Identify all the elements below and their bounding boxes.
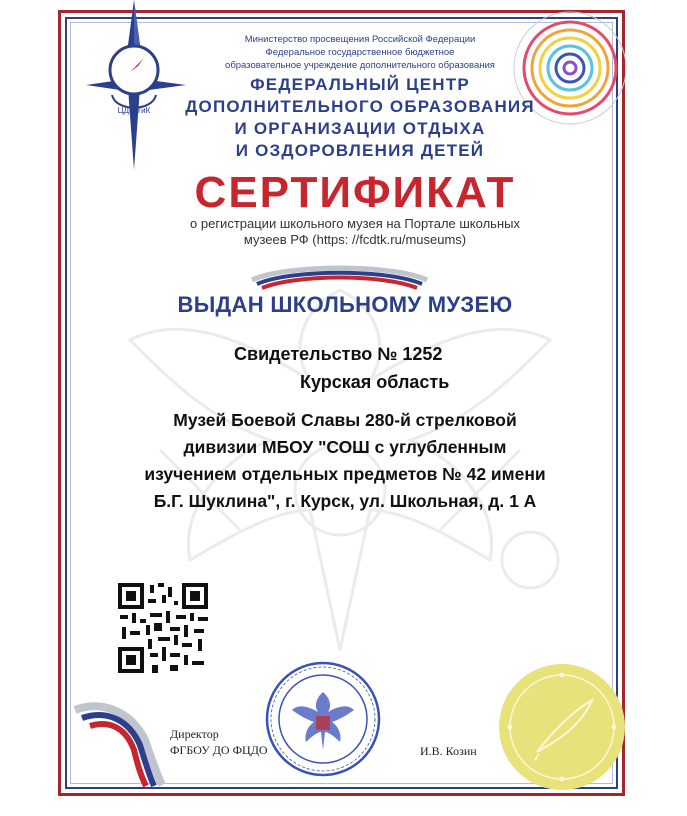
ministry-text <box>195 33 525 72</box>
center-name-line-3: И ОРГАНИЗАЦИИ ОТДЫХА <box>234 119 486 138</box>
flag-swoosh-icon <box>70 700 165 790</box>
center-name-line-4: И ОЗДОРОВЛЕНИЯ ДЕТЕЙ <box>235 141 485 160</box>
center-name <box>160 74 560 162</box>
logo-text: ЦДЮТиК <box>117 106 151 115</box>
ministry-line-2: Федеральное государственное бюджетное <box>265 47 455 58</box>
signer-name: И.В. Козин <box>420 744 477 758</box>
director-position <box>170 726 268 758</box>
ministry-line-1: Министерство просвещения Российской Федерации <box>244 34 476 45</box>
museum-line-4: Б.Г. Шуклина", г. Курск, ул. Школьная, д. 1 А <box>153 491 537 511</box>
museum-name <box>100 407 590 515</box>
center-name-line-2: ДОПОЛНИТЕЛЬНОГО ОБРАЗОВАНИЯ <box>185 97 535 116</box>
subtitle-line-2: музеев РФ (https: //fcdtk.ru/museums) <box>243 232 467 247</box>
museum-line-1: Музей Боевой Славы 280-й стрелковой <box>173 410 517 430</box>
gold-seal-icon <box>497 662 627 792</box>
region: Курская область <box>300 372 450 392</box>
subtitle-line-1: о регистрации школьного музея на Портале школьных <box>190 216 520 231</box>
qr-code-icon[interactable] <box>118 583 208 673</box>
museum-line-2: дивизии МБОУ "СОШ с углубленным <box>183 437 507 457</box>
ministry-line-3: образовательное учреждение дополнительного образования <box>225 60 495 71</box>
certificate-subtitle <box>160 216 550 248</box>
director-line-1: Директор <box>170 727 219 741</box>
issued-to-heading: ВЫДАН ШКОЛЬНОМУ МУЗЕЮ <box>177 292 513 317</box>
museum-line-3: изучением отдельных предметов № 42 имени <box>144 464 546 484</box>
certificate-number: Свидетельство № 1252 <box>234 344 443 364</box>
certificate-title: СЕРТИФИКАТ <box>194 168 516 217</box>
tricolor-ribbon-icon <box>247 262 432 290</box>
official-stamp-icon <box>264 660 382 778</box>
director-line-2: ФГБОУ ДО ФЦДО <box>170 743 268 757</box>
center-name-line-1: ФЕДЕРАЛЬНЫЙ ЦЕНТР <box>250 75 470 94</box>
